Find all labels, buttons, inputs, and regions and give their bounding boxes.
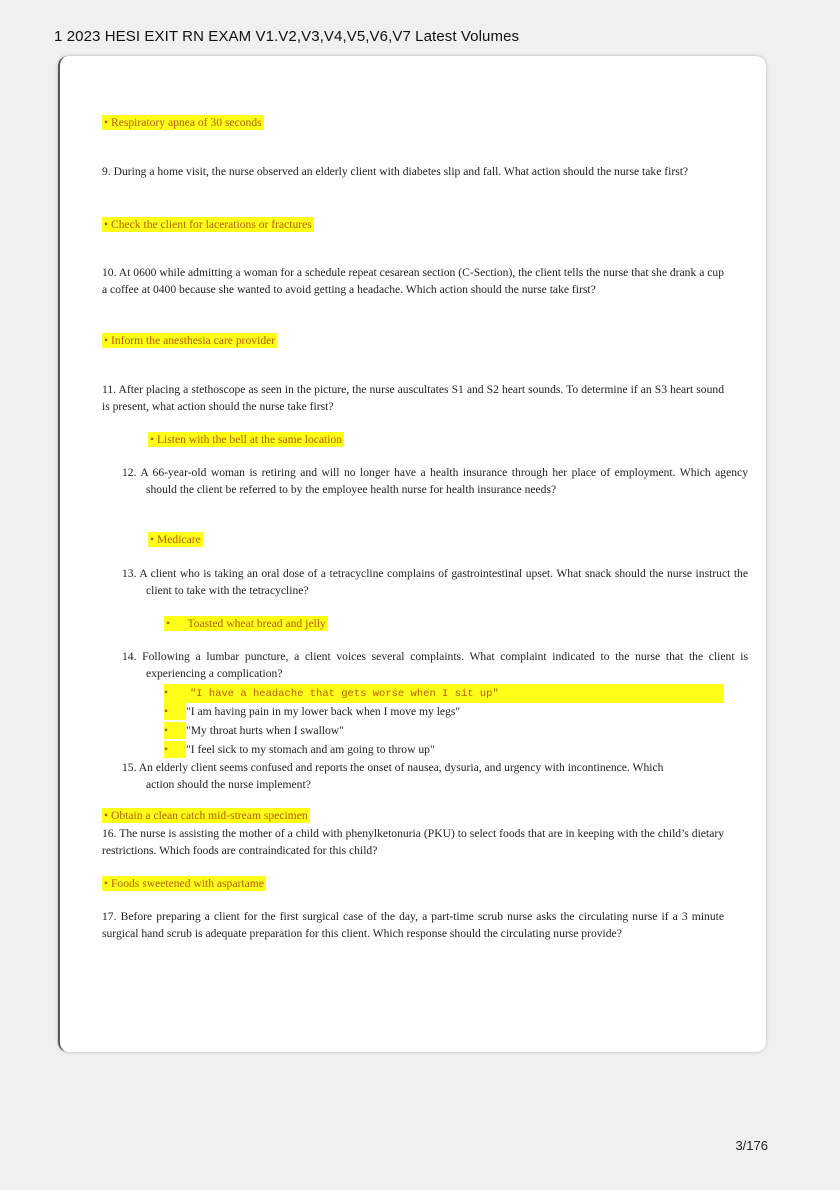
page-number: 3/176 <box>735 1138 768 1153</box>
q14-option-2: • "I am having pain in my lower back when I move my legs" <box>164 705 461 718</box>
question-17: 17. Before preparing a client for the first surgical case of the day, a part-time scrub nurse asks the circulating nurse if a 3 minute surgical hand scrub is adequate preparation for this client. Which response should the circulating nurse provide? <box>102 910 724 940</box>
question-12: 12. A 66-year-old woman is retiring and will no longer have a health insurance through her place of employment. Which agency should the client be referred to by the employee health nurse for health insurance needs? <box>122 466 748 496</box>
question-13: 13. A client who is taking an oral dose of a tetracycline complains of gastrointestinal upset. What snack should the nurse instruct the client to take with the tetracycline? <box>122 567 748 597</box>
q14-option-4: • "I feel sick to my stomach and am going to throw up" <box>164 743 435 756</box>
answer-10: • Inform the anesthesia care provider <box>104 334 276 347</box>
q14-option-3: • "My throat hurts when I swallow" <box>164 724 344 737</box>
answer-9: • Check the client for lacerations or fractures <box>104 218 312 231</box>
answer-13: • Toasted wheat bread and jelly <box>166 617 326 630</box>
q14-option-1: • "I have a headache that gets worse when I sit up" <box>164 684 724 703</box>
question-11: 11. After placing a stethoscope as seen in the picture, the nurse auscultates S1 and S2 heart sounds. To determine if an S3 heart sound is present, what action should the nurse take first? <box>102 383 724 413</box>
question-16: 16. The nurse is assisting the mother of a child with phenylketonuria (PKU) to select foods that are in keeping with the child’s dietary restrictions. Which foods are contraindicated for this child? <box>102 827 724 857</box>
answer-16: • Foods sweetened with aspartame <box>104 877 264 890</box>
document-title: 1 2023 HESI EXIT RN EXAM V1.V2,V3,V4,V5,V6,V7 Latest Volumes <box>54 28 520 45</box>
question-15: 15. An elderly client seems confused and reports the onset of nausea, dysuria, and urgency with incontinence. Which action should the nurse implement? <box>122 761 664 791</box>
answer-15: • Obtain a clean catch mid-stream specimen <box>104 809 308 822</box>
question-9: 9. During a home visit, the nurse observed an elderly client with diabetes slip and fall. What action should the nurse take first? <box>102 165 689 178</box>
answer-12: • Medicare <box>150 533 201 546</box>
question-14: 14. Following a lumbar puncture, a client voices several complaints. What complaint indicated to the nurse that the client is experiencing a complication? <box>122 650 748 680</box>
answer-8: • Respiratory apnea of 30 seconds <box>104 116 262 129</box>
page-card <box>58 56 766 1052</box>
answer-11: • Listen with the bell at the same location <box>150 433 343 446</box>
question-10: 10. At 0600 while admitting a woman for a schedule repeat cesarean section (C-Section), the client tells the nurse that she drank a cup a coffee at 0400 because she wanted to avoid getting a headache. Which action should the nurse take first? <box>102 266 724 296</box>
